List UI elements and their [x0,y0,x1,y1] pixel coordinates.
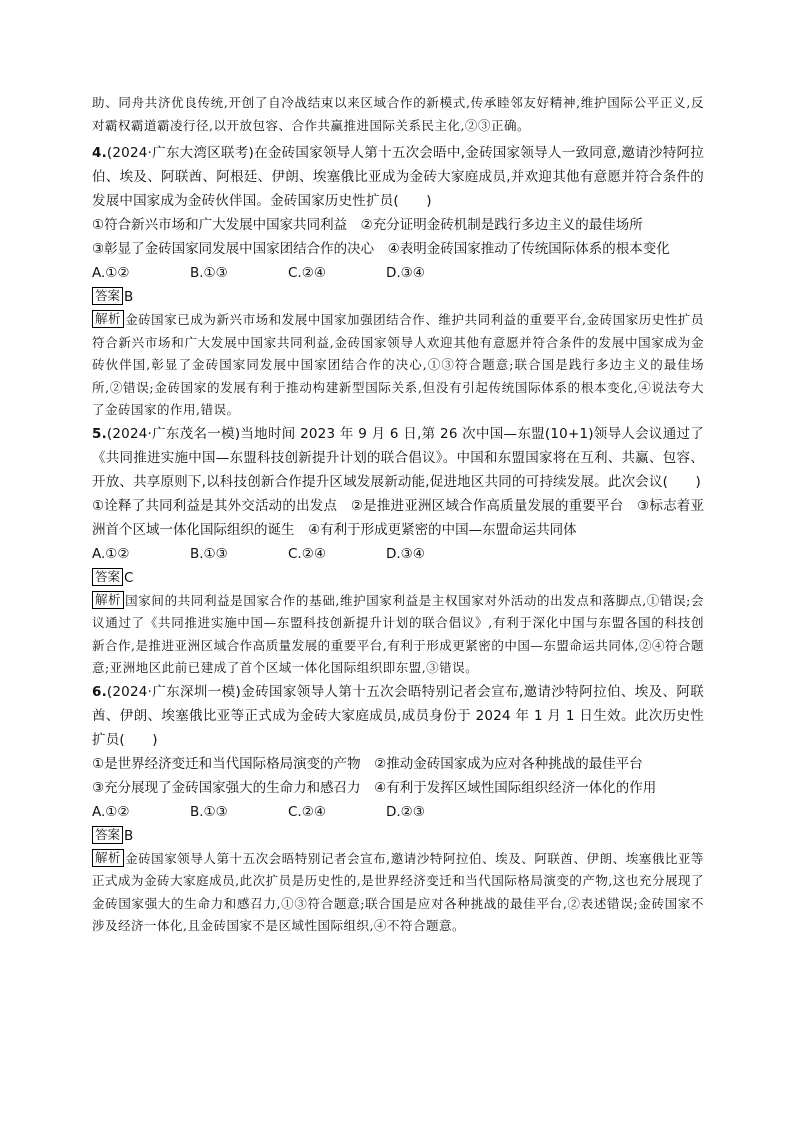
option-b: B.①③ [190,803,228,820]
option-a: A.①② [92,265,130,281]
question-4-number: 4. [92,145,107,161]
question-6-answer [92,824,704,848]
question-5-explanation: 解析 国家间的共同利益是国家合作的基础,维护国家利益是主权国家对外活动的出发点和落脚点,①错误;会议通过了《共同推进实施中国—东盟科技创新提升计划的联合倡议》,有利于深化中国与东盟各国的科技创新合作,是推进亚洲区域合作高质量发展的重要平台,有利于形成更紧密的中国—东盟命运共同体,②④符合题意;亚洲地区此前已建成了首个区域一体化国际组织即东盟,③错误。 [92,591,704,675]
question-6-options [92,800,704,824]
option-a: A.①② [92,545,130,562]
option-d: D.③④ [386,265,425,281]
question-4 [92,141,704,422]
answer-tag: 答案 [92,568,123,586]
option-b: B.①③ [190,265,228,281]
question-6-statements-1: ①是世界经济变迁和当代国际格局演变的产物 ②推动金砖国家成为应对各种挑战的最佳平台 [92,755,643,772]
answer-value: B [124,827,134,844]
question-6-explanation: 解析 金砖国家领导人第十五次会晤特别记者会宣布,邀请沙特阿拉伯、埃及、阿联酋、伊朗、埃塞俄比亚等正式成为金砖大家庭成员,此次扩员是历史性的,是世界经济变迁和当代国际格局演变的产物,这也充分展现了金砖国家强大的生命力和感召力,①③符合题意;联合国是应对各种挑战的最佳平台,②表述错误;金砖国家不涉及经济一体化,且金砖国家不是区域性国际组织,④不符合题意。 [92,849,704,933]
question-6-number: 6. [92,683,107,700]
question-4-explanation: 解析 金砖国家已成为新兴市场和发展中国家加强团结合作、维护共同利益的重要平台,金砖国家历史性扩员符合新兴市场和广大发展中国家共同利益,金砖国家领导人欢迎其他有意愿并符合条件的发展中国家成为金砖伙伴国,彰显了金砖国家同发展中国家团结合作的决心,①③符合题意;联合国是践行多边主义的最佳场所,②错误;金砖国家的发展有利于推动构建新型国际关系,但没有引起传统国际体系的根本变化,④说法夸大了金砖国家的作用,错误。 [92,311,704,417]
option-a: A.①② [92,803,130,820]
previous-explanation-continuation: 助、同舟共济优良传统,开创了自冷战结束以来区域合作的新模式,传承睦邻友好精神,维护国际公平正义,反对霸权霸道霸凌行径,以开放包容、合作共赢推进国际关系民主化,②③正确。 [92,95,704,133]
question-6-stem: 6.(2024·广东深圳一模)金砖国家领导人第十五次会晤特别记者会宣布,邀请沙特阿拉伯、埃及、阿联酋、伊朗、埃塞俄比亚等正式成为金砖大家庭成员,成员身份于 2024 年 1 月 1 日生效。此次历史性扩员( ) [92,683,704,748]
option-d: D.③④ [386,545,425,562]
question-4-answer [92,285,704,309]
answer-tag: 答案 [92,287,123,305]
answer-value: C [124,569,134,586]
question-4-statements-2: ③彰显了金砖国家同发展中国家团结合作的决心 ④表明金砖国家推动了传统国际体系的根本变化 [92,241,670,257]
question-4-options [92,261,704,285]
question-5-options [92,542,704,566]
option-c: C.②④ [288,545,326,562]
question-5-answer [92,566,704,590]
document-page [92,92,704,938]
option-c: C.②④ [288,265,326,281]
question-5-statements: ①诠释了共同利益是其外交活动的出发点 ②是推进亚洲区域合作高质量发展的重要平台 ③标志着亚洲首个区域一体化国际组织的诞生 ④有利于形成更紧密的中国—东盟命运共同体 [92,497,704,538]
question-5-stem: 5.(2024·广东茂名一模)当地时间 2023 年 9 月 6 日,第 26 次中国—东盟(10+1)领导人会议通过了《共同推进实施中国—东盟科技创新提升计划的联合倡议》。中国和东盟国家将在互利、共赢、包容、开放、共享原则下,以科技创新合作提升区域发展新动能,促进地区共同的可持续发展。此次会议( ) [92,425,704,490]
question-5-number: 5. [92,425,107,442]
explanation-tag: 解析 [92,310,124,328]
option-c: C.②④ [288,803,326,820]
question-5 [92,422,704,680]
question-4-stem: 4.(2024·广东大湾区联考)在金砖国家领导人第十五次会晤中,金砖国家领导人一致同意,邀请沙特阿拉伯、埃及、阿联酋、阿根廷、伊朗、埃塞俄比亚成为金砖大家庭成员,并欢迎其他有意愿并符合条件的发展中国家成为金砖伙伴国。金砖国家历史性扩员( ) [92,145,704,209]
option-d: D.②③ [386,803,425,820]
explanation-tag: 解析 [92,849,124,867]
question-6-statements-2: ③充分展现了金砖国家强大的生命力和感召力 ④有利于发挥区域性国际组织经济一体化的作用 [92,779,657,796]
question-6 [92,680,704,938]
answer-value: B [124,289,134,305]
explanation-tag: 解析 [92,591,124,609]
question-4-statements-1: ①符合新兴市场和广大发展中国家共同利益 ②充分证明金砖机制是践行多边主义的最佳场所 [92,217,643,233]
answer-tag: 答案 [92,826,123,844]
option-b: B.①③ [190,545,228,562]
